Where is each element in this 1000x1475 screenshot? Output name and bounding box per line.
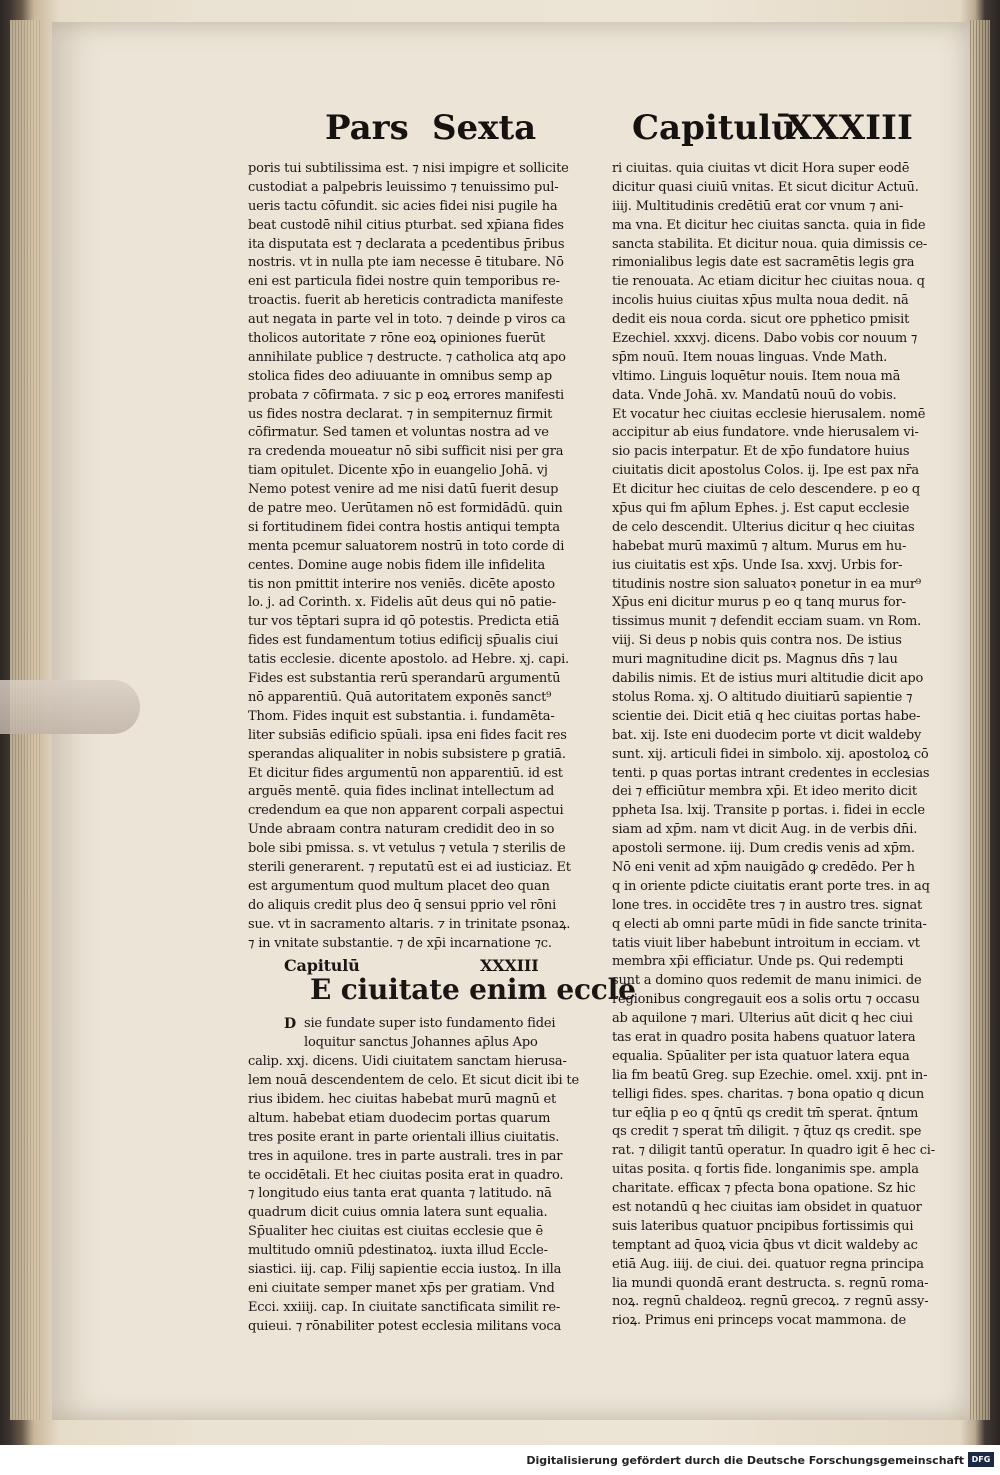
left-column-line: altum. habebat etiam duodecim portas quarum bbox=[248, 1110, 551, 1126]
right-column-line: membra xp̄i efficiatur. Unde ps. Qui redempti bbox=[612, 954, 904, 970]
right-column-line: rioꝝ. Primus eni princeps vocat mammona. de bbox=[612, 1313, 907, 1329]
left-column-line: lo. j. ad Corinth. x. Fidelis aūt deus qui nō patie- bbox=[248, 595, 556, 611]
right-column-line: viij. Si deus p nobis quis contra nos. De istius bbox=[612, 633, 902, 649]
left-column-line: fides est fundamentum totius edificij sp̄ualis ciui bbox=[248, 633, 559, 649]
left-column-line: ra credenda moueatur nō sibi sufficit nisi per gra bbox=[248, 444, 564, 460]
right-column-line: est notandū q hec ciuitas iam obsidet in quatuor bbox=[612, 1199, 922, 1215]
left-column-line: beat custodē nihil citius pturbat. sed xp̄iana fides bbox=[248, 217, 564, 233]
left-column-line: Unde abraam contra naturam credidit deo in so bbox=[248, 822, 555, 838]
left-column-line: eni est particula fidei nostre quin temporibus re- bbox=[248, 274, 560, 290]
chapter-incipit: E ciuitate enim eccle bbox=[310, 973, 636, 1007]
left-column-line: Sp̄ualiter hec ciuitas est ciuitas ecclesie que ē bbox=[248, 1224, 543, 1240]
right-column-line: xp̄us qui fm ap̄lum Ephes. j. Est caput ecclesie bbox=[612, 501, 910, 517]
right-column-line: ri ciuitas. quia ciuitas vt dicit Hora super eodē bbox=[612, 161, 910, 176]
left-column-line: menta pcemur saluatorem nostrū in toto corde di bbox=[248, 538, 565, 554]
right-column-line: sp̄m nouū. Item nouas linguas. Vnde Math. bbox=[612, 349, 888, 365]
right-column-line: Nō eni venit ad xp̄m nauigādo ꝙ credēdo. Per h bbox=[612, 859, 915, 875]
left-column-line: te occidētali. Et hec ciuitas posita erat in quadro. bbox=[248, 1167, 564, 1183]
initial-letter: D bbox=[284, 1016, 296, 1033]
right-column-line: iiij. Multitudinis credētiū erat cor vnum ⁊ ani- bbox=[612, 198, 904, 214]
left-column-line: multitudo omniū pdestinatoꝝ. iuxta illud Eccle- bbox=[248, 1243, 548, 1259]
left-column-line: Ecci. xxiiij. cap. In ciuitate sanctificata similit re- bbox=[248, 1299, 561, 1315]
right-column-line: ppheta Isa. lxij. Transite p portas. i. fidei in eccle bbox=[612, 803, 925, 819]
right-column-line: dabilis nimis. Et de istius muri altitudie dicit apo bbox=[612, 671, 924, 687]
running-head bbox=[0, 108, 1000, 158]
right-column-line: Ezechiel. xxxvj. dicens. Dabo vobis cor nouum ⁊ bbox=[612, 331, 918, 347]
right-column-line: tenti. p quas portas intrant credentes in ecclesias bbox=[612, 765, 930, 781]
left-column-line: tatis ecclesie. dicente apostolo. ad Hebre. xj. capi. bbox=[248, 652, 569, 668]
right-text-column bbox=[612, 160, 962, 1331]
left-text-column bbox=[248, 160, 636, 1337]
right-column-line: ma vna. Et dicitur hec ciuitas sancta. quia in fide bbox=[612, 217, 926, 233]
left-column-line: si fortitudinem fidei contra hostis antiqui tempta bbox=[248, 519, 560, 535]
left-column-line: credendum ea que non apparent corpali aspectui bbox=[248, 803, 564, 819]
right-column-line: ciuitatis dicit apostolus Colos. ij. Ipe est pax nr̄a bbox=[612, 463, 919, 479]
right-column-line: dicitur quasi ciuiū vnitas. Et sicut dicitur Actuū. bbox=[612, 179, 919, 195]
left-column-line: ueris tactu cōfundit. sic acies fidei nisi pugile ha bbox=[248, 198, 558, 214]
bookmark-strip bbox=[0, 680, 140, 734]
left-column-line: bole sibi pmissa. s. vt vetulus ⁊ vetula ⁊ sterilis de bbox=[248, 841, 566, 857]
right-column-line: incolis huius ciuitas xp̄us multa noua dedit. nā bbox=[612, 293, 909, 309]
right-column-line: q electi ab omni parte mūdi in fide sancte trinita- bbox=[612, 916, 927, 932]
left-column-line: tres in aquilone. tres in parte australi. tres in par bbox=[248, 1148, 563, 1164]
left-column-line: troactis. fuerit ab hereticis contradicta manifeste bbox=[248, 293, 564, 309]
left-column-line: poris tui subtilissima est. ⁊ nisi impigre et sollicite bbox=[248, 161, 569, 176]
left-column-line: nostris. vt in nulla pte iam necesse ē titubare. Nō bbox=[248, 255, 564, 271]
footer-credit: Digitalisierung gefördert durch die Deutsche Forschungsgemeinschaft bbox=[526, 1454, 964, 1467]
left-column-line: aut negata in parte vel in toto. ⁊ deinde p viros ca bbox=[248, 312, 566, 328]
right-column-line: lia mundi quondā erant destructa. s. regnū roma- bbox=[612, 1275, 929, 1291]
right-column-line: tur eq̄lia p eo q q̄ntū qs credit tm̄ sperat. q̄ntum bbox=[612, 1105, 919, 1121]
right-column-line: apostoli sermone. iij. Dum credis venis ad xp̄m. bbox=[612, 841, 915, 857]
right-column-line: q in oriente pdicte ciuitatis erant porte tres. in aq bbox=[612, 878, 930, 894]
left-column-line: tholicos autoritate ⁊ rōne eoꝝ opiniones fuerūt bbox=[248, 331, 546, 347]
right-column-line: accipitur ab eius fundatore. vnde hierusalem vi- bbox=[612, 425, 919, 441]
left-column-line: tiam opitulet. Dicente xp̄o in euangelio Johā. vj bbox=[248, 463, 548, 479]
right-column-line: bat. xij. Iste eni duodecim porte vt dicit waldeby bbox=[612, 727, 922, 743]
right-column-line: scientie dei. Dicit etiā q hec ciuitas portas habe- bbox=[612, 708, 921, 724]
right-column-line: tissimus munit ⁊ defendit ecciam suam. vn Rom. bbox=[612, 614, 922, 630]
right-column-line: regionibus congregauit eos a solis ortu ⁊ occasu bbox=[612, 992, 920, 1008]
right-column-body bbox=[612, 160, 962, 1331]
left-column-line: sterili generarent. ⁊ reputatū est ei ad iusticiaz. Et bbox=[248, 859, 571, 875]
left-column-line: Thom. Fides inquit est substantia. i. fundamēta- bbox=[248, 708, 555, 724]
right-column-line: siam ad xp̄m. nam vt dicit Aug. in de verbis dn̄i. bbox=[612, 822, 918, 838]
right-column-line: lia fm beatū Greg. sup Ezechie. omel. xxij. pnt in- bbox=[612, 1067, 928, 1083]
right-column-line: sunt. xij. articuli fidei in simbolo. xij. apostoloꝝ cō bbox=[612, 746, 929, 762]
left-column-line: est argumentum quod multum placet deo quan bbox=[248, 878, 550, 894]
left-column-line: do aliquis credit plus deo q̄ sensui pprio vel rōni bbox=[248, 897, 557, 913]
book-edge-right bbox=[968, 20, 990, 1420]
left-column-line: rius ibidem. hec ciuitas habebat murū magnū et bbox=[248, 1091, 556, 1107]
running-head-number-word: Sexta bbox=[432, 108, 537, 148]
left-column-line: de patre meo. Uerūtamen nō est formidādū. quin bbox=[248, 501, 563, 517]
right-column-line: rimonialibus legis date est sacramētis legis gra bbox=[612, 255, 915, 271]
left-column-line: stolica fides deo adiuuante in omnibus semp ap bbox=[248, 368, 552, 384]
right-column-line: ab aquilone ⁊ mari. Ulterius aūt dicit q hec ciui bbox=[612, 1011, 913, 1027]
right-column-line: sio pacis interpatur. Et de xp̄o fundatore huius bbox=[612, 444, 910, 460]
right-column-line: equalia. Spūaliter per ista quatuor latera equa bbox=[612, 1048, 910, 1064]
right-column-line: vltimo. Linguis loquētur nouis. Item noua mā bbox=[612, 368, 901, 384]
right-column-line: lone tres. in occidēte tres ⁊ in austro tres. signat bbox=[612, 897, 923, 913]
left-column-line: tres posite erant in parte orientali illius ciuitatis. bbox=[248, 1129, 560, 1145]
right-column-line: data. Vnde Johā. xv. Mandatū nouū do vobis. bbox=[612, 387, 897, 403]
right-column-line: etiā Aug. iiij. de ciui. dei. quatuor regna principa bbox=[612, 1256, 924, 1272]
right-column-line: stolus Roma. xj. O altitudo diuitiarū sapientie ⁊ bbox=[612, 689, 913, 705]
right-column-line: de celo descendit. Ulterius dicitur q hec ciuitas bbox=[612, 519, 915, 535]
left-column-line: cōfirmatur. Sed tamen et voluntas nostra ad ve bbox=[248, 425, 549, 441]
right-column-line: Xp̄us eni dicitur murus p eo q tanq murus for- bbox=[612, 595, 906, 611]
left-column-line: sue. vt in sacramento altaris. ⁊ in trinitate psonaꝝ. bbox=[248, 916, 571, 932]
dfg-logo: DFG bbox=[968, 1452, 994, 1467]
chapter-heading-number: XXXIII bbox=[480, 956, 539, 976]
right-column-line: habebat murū maximū ⁊ altum. Murus em hu- bbox=[612, 538, 907, 554]
right-column-line: telligi fides. spes. charitas. ⁊ bona opatio q dicun bbox=[612, 1086, 925, 1102]
right-column-line: tatis viuit liber habebunt introitum in ecciam. vt bbox=[612, 935, 920, 951]
left-column-line: annihilate publice ⁊ destructe. ⁊ catholica atq apo bbox=[248, 349, 566, 365]
left-column-line: nō apparentiū. Quā autoritatem exponēs sanct⁹ bbox=[248, 689, 552, 705]
right-column-line: rat. ⁊ diligit tantū operatur. In quadro igit ē hec ci- bbox=[612, 1143, 935, 1159]
left-column-line: centes. Domine auge nobis fidem ille infidelita bbox=[248, 557, 546, 573]
right-column-line: noꝝ. regnū chaldeoꝝ. regnū grecoꝝ. ⁊ regnū assy- bbox=[612, 1294, 929, 1310]
left-column-body-bottom bbox=[248, 1015, 593, 1336]
right-column-line: Et vocatur hec ciuitas ecclesie hierusalem. nomē bbox=[612, 406, 926, 422]
left-column-line: quieui. ⁊ rōnabiliter potest ecclesia militans voca bbox=[248, 1318, 562, 1334]
left-column-line: sie fundate super isto fundamento fidei bbox=[304, 1016, 556, 1032]
chapter-heading-word: Capitulū bbox=[284, 956, 360, 976]
right-column-line: titudinis nostre sion saluatoꝛ ponetur in ea mur⁹ bbox=[612, 576, 921, 592]
left-column-line: custodiat a palpebris leuissimo ⁊ tenuissimo pul- bbox=[248, 179, 559, 195]
left-column-line: arguēs mentē. quia fides inclinat intellectum ad bbox=[248, 784, 555, 800]
left-column-line: tur vos tēptari supra id qō potestis. Predicta etiā bbox=[248, 614, 560, 630]
left-column-line: calip. xxj. dicens. Uidi ciuitatem sanctam hierusa- bbox=[248, 1054, 567, 1070]
right-column-line: qs credit ⁊ sperat tm̄ diligit. ⁊ q̄tuz qs credit. spe bbox=[612, 1124, 922, 1140]
right-column-line: uitas posita. q fortis fide. longanimis spe. ampla bbox=[612, 1162, 919, 1178]
right-column-line: muri magnitudine dicit ps. Magnus dn̄s ⁊ lau bbox=[612, 652, 898, 668]
left-column-line: sperandas aliqualiter in nobis subsistere p gratiā. bbox=[248, 746, 566, 762]
right-column-line: tas erat in quadro posita habens quatuor latera bbox=[612, 1029, 916, 1045]
left-column-line: Et dicitur fides argumentū non apparentiū. id est bbox=[248, 765, 563, 781]
left-column-line: siastici. iij. cap. Filij sapientie eccia iustoꝝ. In illa bbox=[248, 1261, 562, 1277]
running-head-chapter-number: XXXIII bbox=[786, 108, 913, 148]
left-column-line: Nemo potest venire ad me nisi datū fuerit desup bbox=[248, 482, 559, 498]
left-column-line: tis non pmittit interire nos veniēs. dicēte aposto bbox=[248, 576, 555, 592]
left-column-line: quadrum dicit cuius omnia latera sunt equalia. bbox=[248, 1205, 548, 1221]
right-column-line: tie renouata. Ac etiam dicitur hec ciuitas noua. q bbox=[612, 274, 925, 290]
right-column-line: dei ⁊ efficiūtur membra xp̄i. Et ideo merito dicit bbox=[612, 784, 917, 800]
left-column-line: Fides est substantia rerū sperandarū argumentū bbox=[248, 671, 561, 687]
running-head-chapter-word: Capitulū bbox=[632, 108, 796, 148]
right-column-line: suis lateribus quatuor pncipibus fortissimis qui bbox=[612, 1218, 914, 1234]
right-column-line: temptant ad q̄uoꝝ vicia q̄bus vt dicit waldeby ac bbox=[612, 1237, 918, 1253]
right-column-line: sancta stabilita. Et dicitur noua. quia dimissis ce- bbox=[612, 236, 928, 252]
left-column-line: lem nouā descendentem de celo. Et sicut dicit ibi te bbox=[248, 1073, 579, 1089]
left-column-line: probata ⁊ cōfirmata. ⁊ sic p eoꝝ errores manifesti bbox=[248, 387, 564, 403]
left-column-line: us fides nostra declarat. ⁊ in sempiternuz firmit bbox=[248, 406, 553, 422]
left-column-body-top bbox=[248, 160, 593, 953]
running-head-part: Pars bbox=[325, 108, 409, 148]
right-column-line: sunt a domino quos redemit de manu inimici. de bbox=[612, 973, 922, 989]
footer-bar bbox=[0, 1445, 1000, 1475]
right-column-line: ius ciuitatis est xp̄s. Unde Isa. xxvj. Urbis for- bbox=[612, 557, 903, 573]
right-column-line: charitate. efficax ⁊ pfecta bona opatione. Sz hic bbox=[612, 1181, 916, 1197]
left-column-line: ⁊ in vnitate substantie. ⁊ de xp̄i incarnatione ⁊c. bbox=[248, 935, 552, 951]
right-column-line: Et dicitur hec ciuitas de celo descendere. p eo q bbox=[612, 482, 921, 498]
left-column-line: eni ciuitate semper manet xp̄s per gratiam. Vnd bbox=[248, 1280, 555, 1296]
right-column-line: dedit eis noua corda. sicut ore pphetico pmisit bbox=[612, 312, 910, 328]
left-column-line: ita disputata est ⁊ declarata a pcedentibus p̄ribus bbox=[248, 236, 565, 252]
left-column-line: loquitur sanctus Johannes ap̄lus Apo bbox=[304, 1035, 538, 1051]
left-column-line: ⁊ longitudo eius tanta erat quanta ⁊ latitudo. nā bbox=[248, 1186, 552, 1202]
left-column-line: liter subsiās edificio spūali. ipsa eni fides facit res bbox=[248, 727, 567, 743]
